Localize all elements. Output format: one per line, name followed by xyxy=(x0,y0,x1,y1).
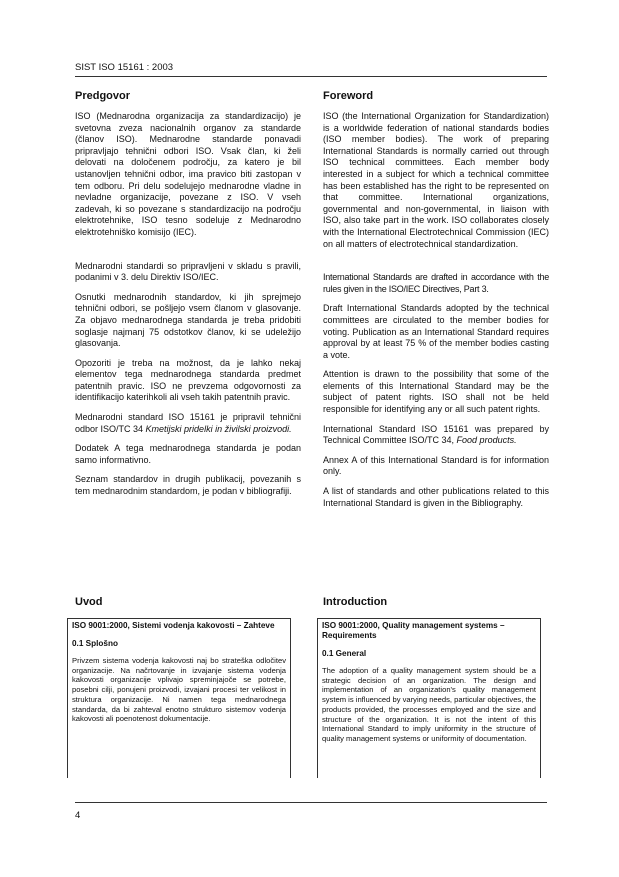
std-prefix-en: International Standard ISO 15161 was prepared by Technical Committee ISO/TC 34, xyxy=(323,423,549,446)
std-committee-title-sl: Kmetijski pridelki in živilski proizvodi. xyxy=(145,423,292,434)
foreword-paragraph-3-sl: Osnutki mednarodnih standardov, ki jih sprejmejo tehnični odbori, se pošljejo vsem članom v glasovanje. Za objavo mednarodnega standarda je treba pridobiti soglasje najmanj 75 odstotkov članov, ki se udeležijo glasovanja. xyxy=(75,291,301,349)
box-title-en: ISO 9001:2000, Quality management systems – Requirements xyxy=(322,621,505,640)
foreword-paragraph-6-en: Annex A of this International Standard is for information only. xyxy=(323,454,549,477)
std-prefix-sl: Mednarodni standard ISO 15161 je pripravil tehnični odbor ISO/TC 34 xyxy=(75,412,301,434)
left-column xyxy=(75,90,301,506)
box-text-en: The adoption of a quality management system should be a strategic decision of an organization. The design and implementation of an organization's quality management system is influenced by varying needs, particular objectives, the products provided, the processes employed and the size and structure of the organization. It is not the intent of this International Standard to imply uniformity in the structure of quality management systems or uniformity of documentation. xyxy=(322,666,536,743)
header-rule xyxy=(75,76,547,77)
foreword-paragraph-5-en xyxy=(323,424,549,447)
foreword-paragraph-7-sl: Seznam standardov in drugih publikacij, povezanih s tem mednarodnim standardom, je podan v bibliografiji. xyxy=(75,474,301,497)
foreword-paragraph-4-sl: Opozoriti je treba na možnost, da je lahko nekaj elementov tega mednarodnega standarda predmet patentnih pravic. ISO ne prevzema odgovornosti za identifikacijo katerihkoli ali vseh takih patentnih pravic. xyxy=(75,357,301,403)
right-column xyxy=(323,90,549,517)
foreword-paragraph-2-en: International Standards are drafted in accordance with the rules given in the ISO/IEC Directives, Part 3. xyxy=(323,272,549,294)
quoted-box-en xyxy=(317,618,541,778)
std-committee-title-en: Food products. xyxy=(456,435,517,446)
foreword-paragraph-1-en: ISO (the International Organization for Standardization) is a worldwide federation of national standards bodies (ISO member bodies). The work of preparing International Standards is normally carried out through ISO technical committees. Each member body interested in a subject for which a technical committee has been established has the right to be represented on that committee. International organizations, governmental and non-governmental, in liaison with ISO, also take part in the work. ISO collaborates closely with the International Electrotechnical Commission (IEC) on all matters of electrotechnical standardization. xyxy=(323,111,549,249)
document-id: SIST ISO 15161 : 2003 xyxy=(75,62,174,73)
box-text-sl: Privzem sistema vodenja kakovosti naj bo strateška odločitev organizacije. Na načrtovanje in izvajanje sistema vodenja kakovosti organizacije vplivajo spreminjajoče se potrebe, posebni cilji, ponujeni proizvodi, izvajani procesi ter velikost in struktura organizacije. Ni namen tega mednarodnega standarda, da bi zahteval enotno strukturo sistemov vodenja kakovosti ali poenotenost dokumentacije. xyxy=(72,656,286,724)
box-title-sl: ISO 9001:2000, Sistemi vodenja kakovosti – Zahteve xyxy=(72,621,275,630)
foreword-paragraph-2-sl: Mednarodni standardi so pripravljeni v skladu s pravili, podanimi v 3. delu Direktiv ISO/IEC. xyxy=(75,260,301,283)
foreword-heading-en: Foreword xyxy=(323,90,374,102)
introduction-heading-sl: Uvod xyxy=(75,596,103,608)
foreword-paragraph-7-en: A list of standards and other publications related to this International Standard is given in the Bibliography. xyxy=(323,486,549,508)
foreword-paragraph-5-sl xyxy=(75,412,301,435)
quoted-box-sl xyxy=(67,618,291,778)
box-subheading-en: 0.1 General xyxy=(322,649,367,658)
foreword-paragraph-1-sl: ISO (Mednarodna organizacija za standardizacijo) je svetovna zveza nacionalnih organov za standarde (članov ISO). Mednarodne standarde ponavadi pripravljajo tehnični odbori ISO. Vsak član, ki želi delovati na določenem področju, za katero je bil ustanovljen tehnični odbor, ima pravico biti zastopan v tem odboru. Pri delu sodelujejo mednarodne vladne in nevladne organizacije, povezane z ISO. V vseh zadevah, ki so povezane s standardizacijo na področju elektrotehnike, ISO tesno sodeluje z Mednarodno elektrotehniško komisijo (IEC). xyxy=(75,111,301,237)
introduction-heading-en: Introduction xyxy=(323,596,388,608)
foreword-heading-sl: Predgovor xyxy=(75,90,131,102)
page-number: 4 xyxy=(75,810,81,821)
foreword-paragraph-6-sl: Dodatek A tega mednarodnega standarda je podan samo informativno. xyxy=(75,443,301,465)
footer-rule xyxy=(75,802,547,803)
foreword-paragraph-3-en: Draft International Standards adopted by the technical committees are circulated to the member bodies for voting. Publication as an International Standard requires approval by at least 75 % of the member bodies casting a vote. xyxy=(323,303,549,360)
box-subheading-sl: 0.1 Splošno xyxy=(72,639,118,648)
foreword-paragraph-4-en: Attention is drawn to the possibility that some of the elements of this International Standard may be the subject of patent rights. ISO shall not be held responsible for identifying any or all such patent rights. xyxy=(323,369,549,415)
